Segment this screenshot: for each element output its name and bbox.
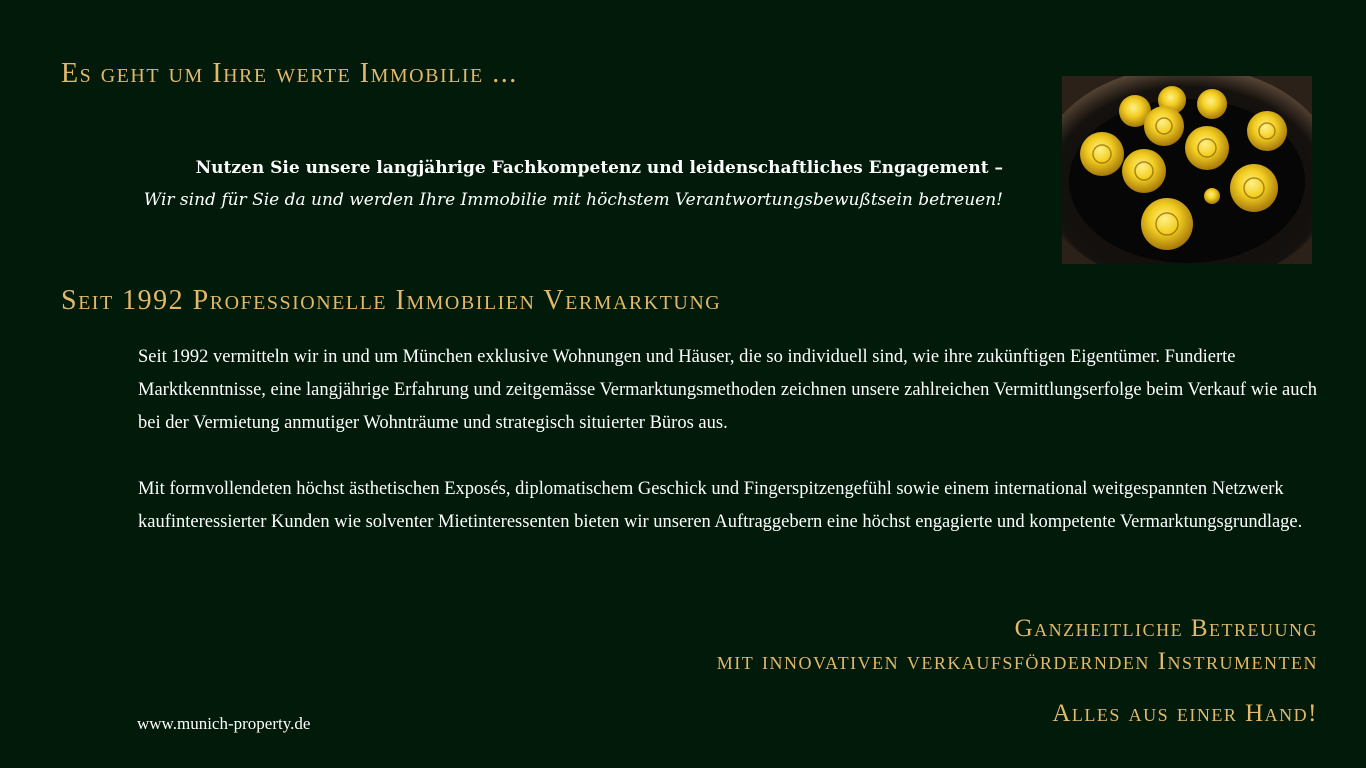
body-paragraph-2: Mit formvollendeten höchst ästhetischen Exposés, diplomatischem Geschick und Fingerspitzengefühl sowie einem international weitgespannten Netzwerk kaufinteressierter Kunden wie solventer Mietinteressenten bieten wir unseren Auftraggebern eine höchst engagierte und kompetente Vermarktungsgrundlage.: [138, 479, 1303, 532]
slogan: [717, 612, 1318, 678]
intro-line-bold: Nutzen Sie unsere langjährige Fachkompetenz und leidenschaftliches Engagement –: [195, 158, 1003, 178]
intro-line-italic: Wir sind für Sie da und werden Ihre Immobilie mit höchstem Verantwortungsbewußtsein betreuen!: [143, 190, 1003, 210]
tagline: Alles aus einer Hand!: [1052, 700, 1318, 727]
intro-block: [144, 152, 1003, 216]
roses-photo: [1062, 76, 1312, 264]
main-heading: Es geht um Ihre werte Immobilie ...: [61, 58, 518, 89]
body-paragraph-1: Seit 1992 vermitteln wir in und um München exklusive Wohnungen und Häuser, die so individuell sind, wie ihre zukünftigen Eigentümer. Fundierte Marktkenntnisse, eine langjährige Erfahrung und zeitgemässe Vermarktungsmethoden zeichnen unsere zahlreichen Vermittlungserfolge beim Verkauf wie auch bei der Vermietung anmutiger Wohnträume und strategisch situierter Büros aus.: [138, 347, 1317, 433]
slogan-line-1: Ganzheitliche Betreuung: [1014, 615, 1318, 642]
section-heading: Seit 1992 Professionelle Immobilien Vermarktung: [61, 285, 722, 316]
website-link[interactable]: www.munich-property.de: [137, 714, 311, 733]
slogan-line-2: mit innovativen verkaufsfördernden Instrumenten: [716, 648, 1318, 675]
body-text: [138, 341, 1338, 539]
